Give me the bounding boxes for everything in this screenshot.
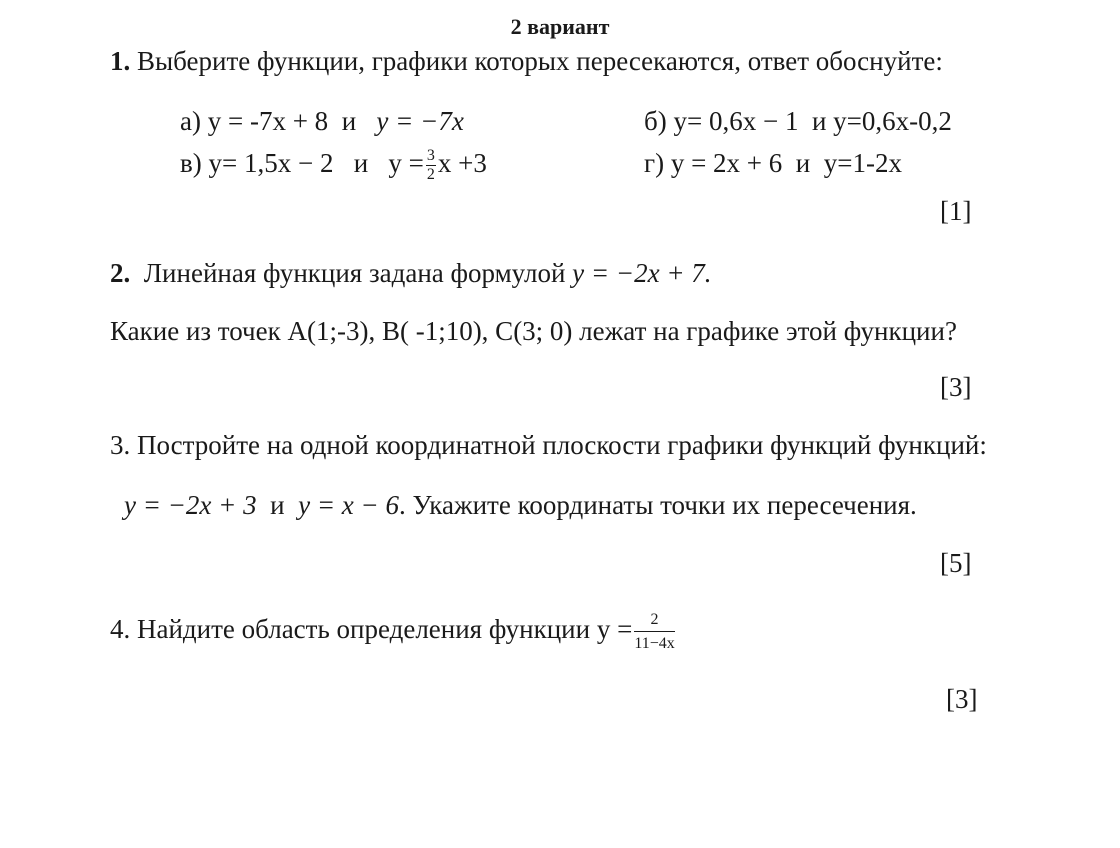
q1-option-b-f1: y= 0,6x − 1 (673, 106, 799, 136)
q1-option-v-and: и (353, 148, 369, 178)
q1-option-b-f2: y=0,6x-0,2 (833, 106, 952, 136)
q1-option-g-f2: y=1-2x (823, 148, 902, 178)
question-2-formula: y = −2x + 7. (572, 258, 712, 288)
q1-option-v-f2-pre: y = (388, 148, 424, 178)
question-2-line2: Какие из точек A(1;-3), B( -1;10), C(3; 0) лежат на графике этой функции? (110, 316, 957, 346)
q1-option-v-fraction-num: 3 (426, 147, 435, 165)
q2-score: [3] (940, 372, 972, 402)
q1-option-b (644, 104, 952, 138)
q1-option-v (180, 146, 487, 183)
question-1-number: 1. (110, 46, 131, 76)
q1-option-g (644, 146, 902, 180)
variant-title: 2 вариант (510, 14, 610, 39)
q1-option-a-f1: y = -7x + 8 (207, 106, 329, 136)
q1-option-b-and: и (811, 106, 827, 136)
q1-option-b-label: б) (644, 106, 667, 136)
question-4-fraction-num: 2 (634, 612, 674, 632)
q1-option-a-label: а) (180, 106, 201, 136)
q1-option-v-label: в) (180, 148, 202, 178)
q1-score: [1] (940, 196, 972, 226)
question-3: 3. Постройте на одной координатной плоскости графики функций функций: (110, 430, 987, 460)
question-3-f1: y = −2x + 3 (124, 490, 257, 520)
q4-score: [3] (946, 684, 978, 714)
q1-option-a-and: и (341, 106, 357, 136)
question-3-and: и (270, 490, 285, 520)
question-3-line2 (124, 488, 917, 522)
question-3-line2-rest: . Укажите координаты точки их пересечения. (399, 490, 917, 520)
question-1 (110, 44, 943, 78)
question-2 (110, 256, 712, 290)
q1-option-v-fraction (426, 148, 436, 183)
q1-option-v-fraction-den: 2 (426, 166, 435, 184)
question-4 (110, 612, 677, 652)
q1-option-g-f1: y = 2x + 6 (670, 148, 783, 178)
q1-option-a (180, 104, 464, 138)
question-4-text: 4. Найдите область определения функции y = (110, 614, 633, 645)
question-3-f2: y = x − 6 (298, 490, 400, 520)
question-2-text: Линейная функция задана формулой (143, 258, 566, 288)
q1-option-a-f2: y = −7x (376, 106, 464, 136)
question-2-number: 2. (110, 258, 131, 288)
q1-option-v-f1: y= 1,5x − 2 (208, 148, 334, 178)
q3-score: [5] (940, 548, 972, 578)
question-4-fraction (634, 612, 674, 652)
q1-option-g-and: и (795, 148, 811, 178)
question-1-text: Выберите функции, графики которых пересекаются, ответ обоснуйте: (137, 46, 943, 76)
q1-option-g-label: г) (644, 148, 665, 178)
q1-option-v-f2-post: x +3 (437, 148, 487, 178)
question-4-fraction-den: 11−4x (634, 635, 675, 652)
